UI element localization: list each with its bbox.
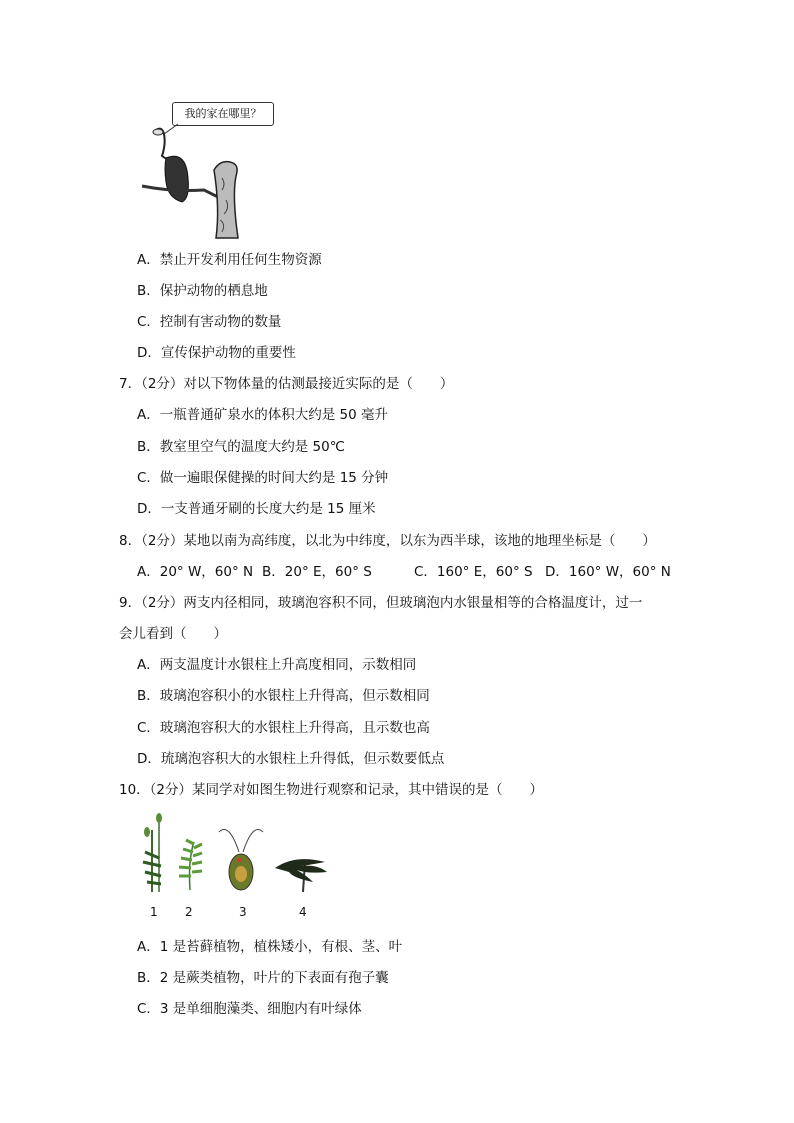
q9-option-a: A．两支温度计水银柱上升高度相同，示数相同 — [137, 657, 417, 673]
q10-figure-label-4: 4 — [299, 905, 307, 919]
q7-option-b: B．教室里空气的温度大约是 50℃ — [137, 439, 345, 455]
q7-option-d: D．一支普通牙刷的长度大约是 15 厘米 — [137, 501, 376, 517]
q10-figure-label-1: 1 — [150, 905, 158, 919]
q10-stem: 10．（2分）某同学对如图生物进行观察和记录，其中错误的是（ ） — [119, 782, 544, 798]
pine-tree-icon — [275, 859, 327, 892]
q8-option-d: D．160° W，60° N — [545, 564, 671, 580]
q8-option-c: C．160° E，60° S — [414, 564, 533, 580]
moss-plant-icon — [143, 813, 162, 892]
q9-option-c: C．玻璃泡容积大的水银柱上升得高，且示数也高 — [137, 720, 430, 736]
q7-option-a: A．一瓶普通矿泉水的体积大约是 50 毫升 — [137, 407, 388, 423]
speech-bubble-text: 我的家在哪里？ — [184, 107, 262, 120]
q7-option-c: C．做一遍眼保健操的时间大约是 15 分钟 — [137, 470, 389, 486]
q9-stem-line2: 会儿看到（ ） — [119, 626, 227, 642]
vulture-tree-illustration — [140, 120, 250, 240]
q10-figure-label-3: 3 — [239, 905, 247, 919]
q8-option-b: B．20° E，60° S — [262, 564, 372, 580]
q10-option-c: C．3 是单细胞藻类、细胞内有叶绿体 — [137, 1001, 362, 1017]
q9-option-d: D．琉璃泡容积大的水银柱上升得低，但示数要低点 — [137, 751, 445, 767]
q10-option-a: A．1 是苔藓植物，植株矮小，有根、茎、叶 — [137, 939, 403, 955]
q10-figure-label-2: 2 — [185, 905, 193, 919]
q8-option-a: A．20° W，60° N — [137, 564, 254, 580]
q9-option-b: B．玻璃泡容积小的水银柱上升得高，但示数相同 — [137, 688, 430, 704]
q7-stem: 7．（2分）对以下物体量的估测最接近实际的是（ ） — [119, 376, 454, 392]
q6-option-b: B．保护动物的栖息地 — [137, 283, 268, 299]
q10-organisms-figure — [135, 812, 335, 897]
q6-option-d: D．宣传保护动物的重要性 — [137, 345, 296, 361]
q8-stem: 8．（2分）某地以南为高纬度，以北为中纬度，以东为西半球，该地的地理坐标是（ ） — [119, 533, 656, 549]
q6-option-c: C．控制有害动物的数量 — [137, 314, 282, 330]
q10-option-b: B．2 是蕨类植物，叶片的下表面有孢子囊 — [137, 970, 389, 986]
single-cell-alga-icon — [219, 830, 263, 891]
fern-plant-icon — [179, 840, 202, 890]
q6-option-a: A．禁止开发利用任何生物资源 — [137, 252, 322, 268]
q9-stem-line1: 9．（2分）两支内径相同，玻璃泡容积不同，但玻璃泡内水银量相等的合格温度计，过一 — [119, 595, 643, 611]
